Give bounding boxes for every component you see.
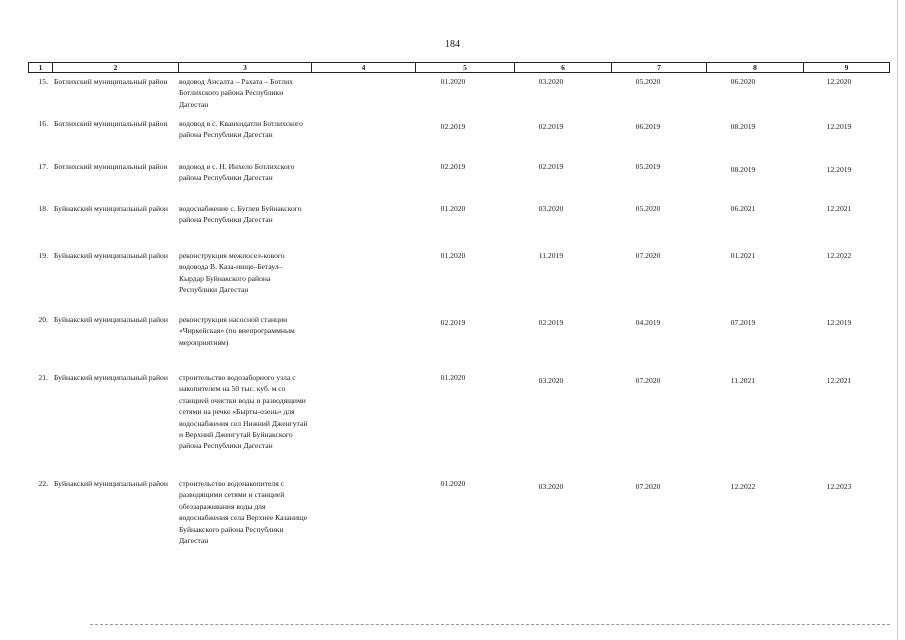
date-cell-col7: 07.2020 — [635, 376, 661, 385]
date-cell-col7: 07.2020 — [635, 482, 661, 491]
scan-bottom-line — [90, 624, 890, 625]
date-cell-col9: 12.2021 — [826, 204, 852, 213]
column-header-8: 8 — [707, 63, 804, 73]
object-cell: водовод Ансалта – Рахата – Ботлих Ботлихского района Республики Дагестан — [179, 77, 293, 109]
date-cell-col6: 02.2019 — [538, 162, 564, 171]
object-cell: водоснабжение с. Буглен Буйнакского района Республики Дагестан — [179, 204, 302, 225]
date-cell-col8: 07.2019 — [730, 318, 756, 327]
column-header-2: 2 — [53, 63, 179, 73]
object-cell: реконструкция насосной станции «Чиркейская» (по внепрограммным мероприятиям) — [179, 315, 295, 347]
district-cell: Ботлихский муниципальный район — [54, 119, 168, 128]
date-cell-col9: 12.2020 — [826, 77, 852, 86]
date-cell-col5: 01.2020 — [440, 251, 466, 260]
date-cell-col6: 03.2020 — [538, 482, 564, 491]
date-cell-col9: 12.2019 — [826, 318, 852, 327]
date-cell-col7: 04.2019 — [635, 318, 661, 327]
column-header-4: 4 — [312, 63, 416, 73]
object-cell: реконструкция межпосел-кового водовода В. Каза-нище–Бетаул– Кырдар Буйнакского района Республики Дагестан — [179, 251, 285, 295]
row-number: 16. — [38, 119, 48, 128]
district-cell: Ботлихский муниципальный район — [54, 77, 168, 86]
object-cell: строительство водозаборного узла с накопителем на 50 тыс. куб. м со станцией очистки воды и разводящими сетями на речке «Бырты-озень» для водоснабжения сел Нижний Дженгутай и Верхний Дженгутай Буйнакского района Республики Дагестан — [179, 373, 308, 451]
date-cell-col8: 08.2019 — [730, 165, 756, 174]
row-number: 19. — [38, 251, 48, 260]
column-header-3: 3 — [179, 63, 312, 73]
date-cell-col5: 01.2020 — [440, 373, 466, 382]
date-cell-col8: 01.2021 — [730, 251, 756, 260]
district-cell: Ботлихский муниципальный район — [54, 162, 168, 171]
date-cell-col5: 01.2020 — [440, 204, 466, 213]
date-cell-col5: 02.2019 — [440, 318, 466, 327]
date-cell-col8: 11.2021 — [730, 376, 756, 385]
column-header-9: 9 — [804, 63, 890, 73]
date-cell-col9: 12.2021 — [826, 376, 852, 385]
date-cell-col9: 12.2019 — [826, 165, 852, 174]
table-header — [28, 62, 890, 73]
date-cell-col9: 12.2023 — [826, 482, 852, 491]
date-cell-col7: 06.2019 — [635, 122, 661, 131]
date-cell-col7: 05.2020 — [635, 77, 661, 86]
page-number: 184 — [445, 39, 460, 50]
date-cell-col5: 01.2020 — [440, 479, 466, 488]
row-number: 21. — [38, 373, 48, 382]
date-cell-col7: 07.2020 — [635, 251, 661, 260]
object-cell: строительство водонакопителя с разводящими сетями и станцией обеззараживания воды для водоснабжения села Верхнее Казанище Буйнакского района Республики Дагестан — [179, 479, 308, 546]
date-cell-col9: 12.2019 — [826, 122, 852, 131]
column-header-7: 7 — [612, 63, 707, 73]
row-number: 20. — [38, 315, 48, 324]
date-cell-col8: 06.2021 — [730, 204, 756, 213]
district-cell: Буйнакский муниципальный район — [54, 204, 168, 213]
date-cell-col6: 11.2019 — [538, 251, 564, 260]
date-cell-col7: 05.2020 — [635, 204, 661, 213]
date-cell-col8: 06.2020 — [730, 77, 756, 86]
row-number: 15. — [38, 77, 48, 86]
date-cell-col6: 03.2020 — [538, 77, 564, 86]
column-header-5: 5 — [416, 63, 515, 73]
date-cell-col6: 03.2020 — [538, 204, 564, 213]
district-cell: Буйнакский муниципальный район — [54, 479, 168, 488]
date-cell-col5: 02.2019 — [440, 162, 466, 171]
date-cell-col5: 01.2020 — [440, 77, 466, 86]
date-cell-col6: 02.2019 — [538, 318, 564, 327]
row-number: 18. — [38, 204, 48, 213]
column-header-6: 6 — [515, 63, 612, 73]
scan-edge-line — [897, 0, 898, 640]
date-cell-col8: 08.2019 — [730, 122, 756, 131]
date-cell-col6: 03.2020 — [538, 376, 564, 385]
date-cell-col9: 12.2022 — [826, 251, 852, 260]
district-cell: Буйнакский муниципальный район — [54, 315, 168, 324]
district-cell: Буйнакский муниципальный район — [54, 251, 168, 260]
object-cell: водовод в с. Н. Инхело Ботлихского района Республики Дагестан — [179, 162, 295, 183]
date-cell-col6: 02.2019 — [538, 122, 564, 131]
row-number: 17. — [38, 162, 48, 171]
column-header-1: 1 — [29, 63, 53, 73]
object-cell: водовод в с. Кванхидатли Ботлихского района Республики Дагестан — [179, 119, 303, 140]
row-number: 22. — [38, 479, 48, 488]
date-cell-col8: 12.2022 — [730, 482, 756, 491]
date-cell-col7: 05.2019 — [635, 162, 661, 171]
district-cell: Буйнакский муниципальный район — [54, 373, 168, 382]
date-cell-col5: 02.2019 — [440, 122, 466, 131]
